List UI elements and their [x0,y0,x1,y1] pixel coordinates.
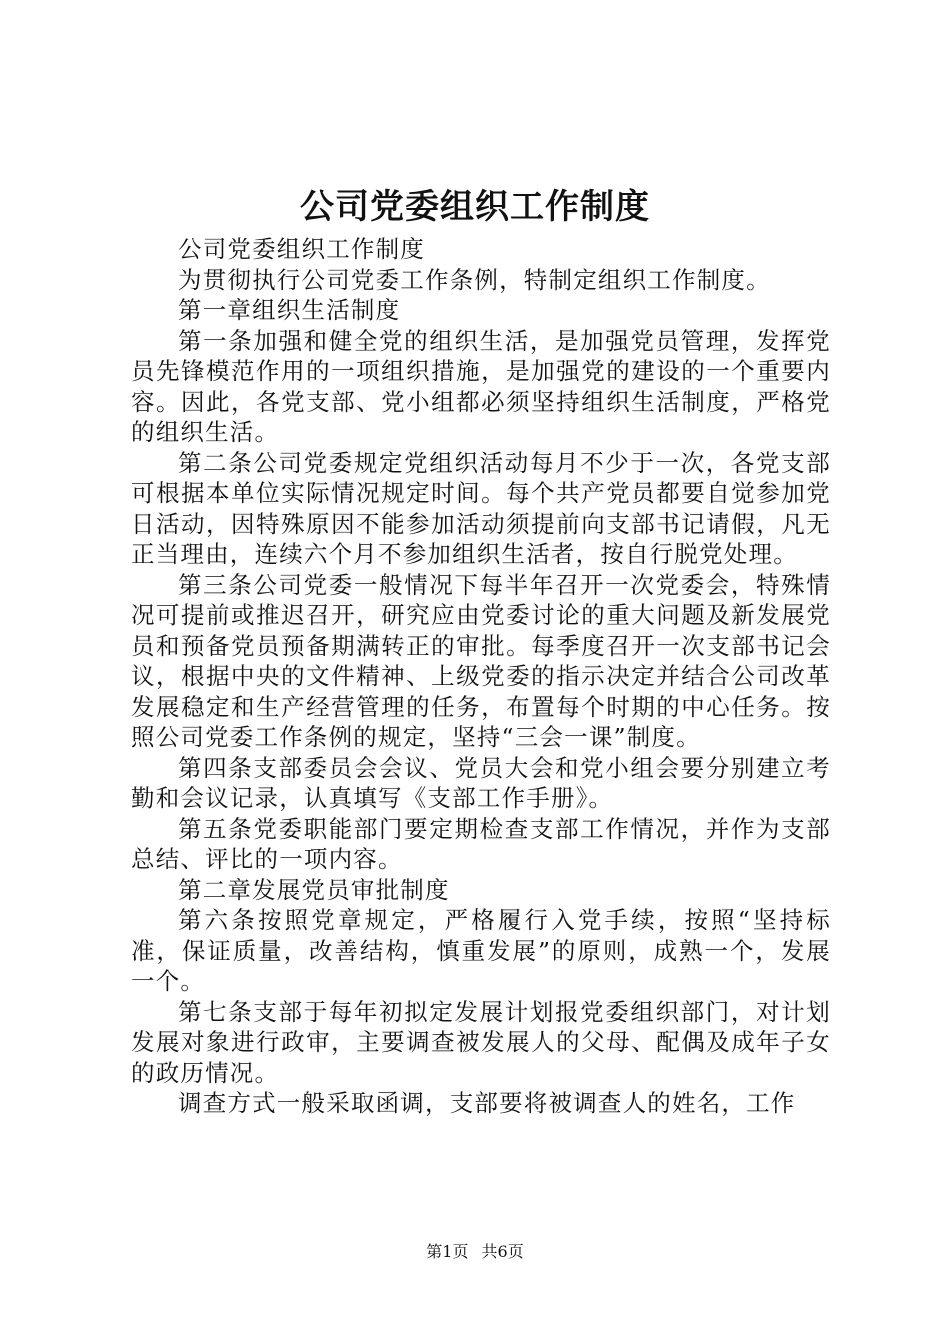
page-footer [0,1240,950,1264]
page-number: 第1页 [426,1242,469,1261]
paragraph: 调查方式一般采取函调，支部要将被调查人的姓名，工作 [178,1089,796,1117]
paragraph: 第七条支部于每年初拟定发展计划报党委组织部门，对计划发展对象进行政审，主要调查被发展人的父母、配偶及成年子女的政历情况。 [131,997,831,1087]
paragraph: 第六条按照党章规定，严格履行入党手续，按照“坚持标准，保证质量，改善结构，慎重发展”的原则，成熟一个，发展一个。 [131,906,831,995]
paragraph: 第三条公司党委一般情况下每半年召开一次党委会，特殊情况可提前或推迟召开，研究应由党委讨论的重大问题及新发展党员和预备党员预备期满转正的审批。每季度召开一次支部书记会议，根据中央的文件精神、上级党委的指示决定并结合公司改革发展稳定和生产经营管理的任务，布置每个时期的中心任务。按照公司党委工作条例的规定，坚持“三会一课”制度。 [131,570,831,751]
page-total: 共6页 [481,1242,524,1261]
paragraph: 为贯彻执行公司党委工作条例，特制定组织工作制度。 [178,265,771,294]
paragraph: 第二条公司党委规定党组织活动每月不少于一次，各党支部可根据本单位实际情况规定时间。每个共产党员都要自觉参加党日活动，因特殊原因不能参加活动须提前向支部书记请假，凡无正当理由，连续六个月不参加组织生活者，按自行脱党处理。 [131,448,831,568]
paragraph: 第五条党委职能部门要定期检查支部工作情况，并作为支部总结、评比的一项内容。 [131,814,831,873]
paragraph: 公司党委组织工作制度 [178,235,425,263]
paragraph: 第四条支部委员会会议、党员大会和党小组会要分别建立考勤和会议记录，认真填写《支部工作手册》。 [131,753,831,812]
document-title: 公司党委组织工作制度 [300,187,650,227]
paragraph: 第一条加强和健全党的组织生活，是加强党员管理，发挥党员先锋模范作用的一项组织措施，是加强党的建设的一个重要内容。因此，各党支部、党小组都必须坚持组织生活制度，严格党的组织生活。 [131,326,831,446]
chapter-heading: 第二章发展党员审批制度 [178,875,450,904]
chapter-heading: 第一章组织生活制度 [178,296,401,324]
document-body [131,234,831,1119]
